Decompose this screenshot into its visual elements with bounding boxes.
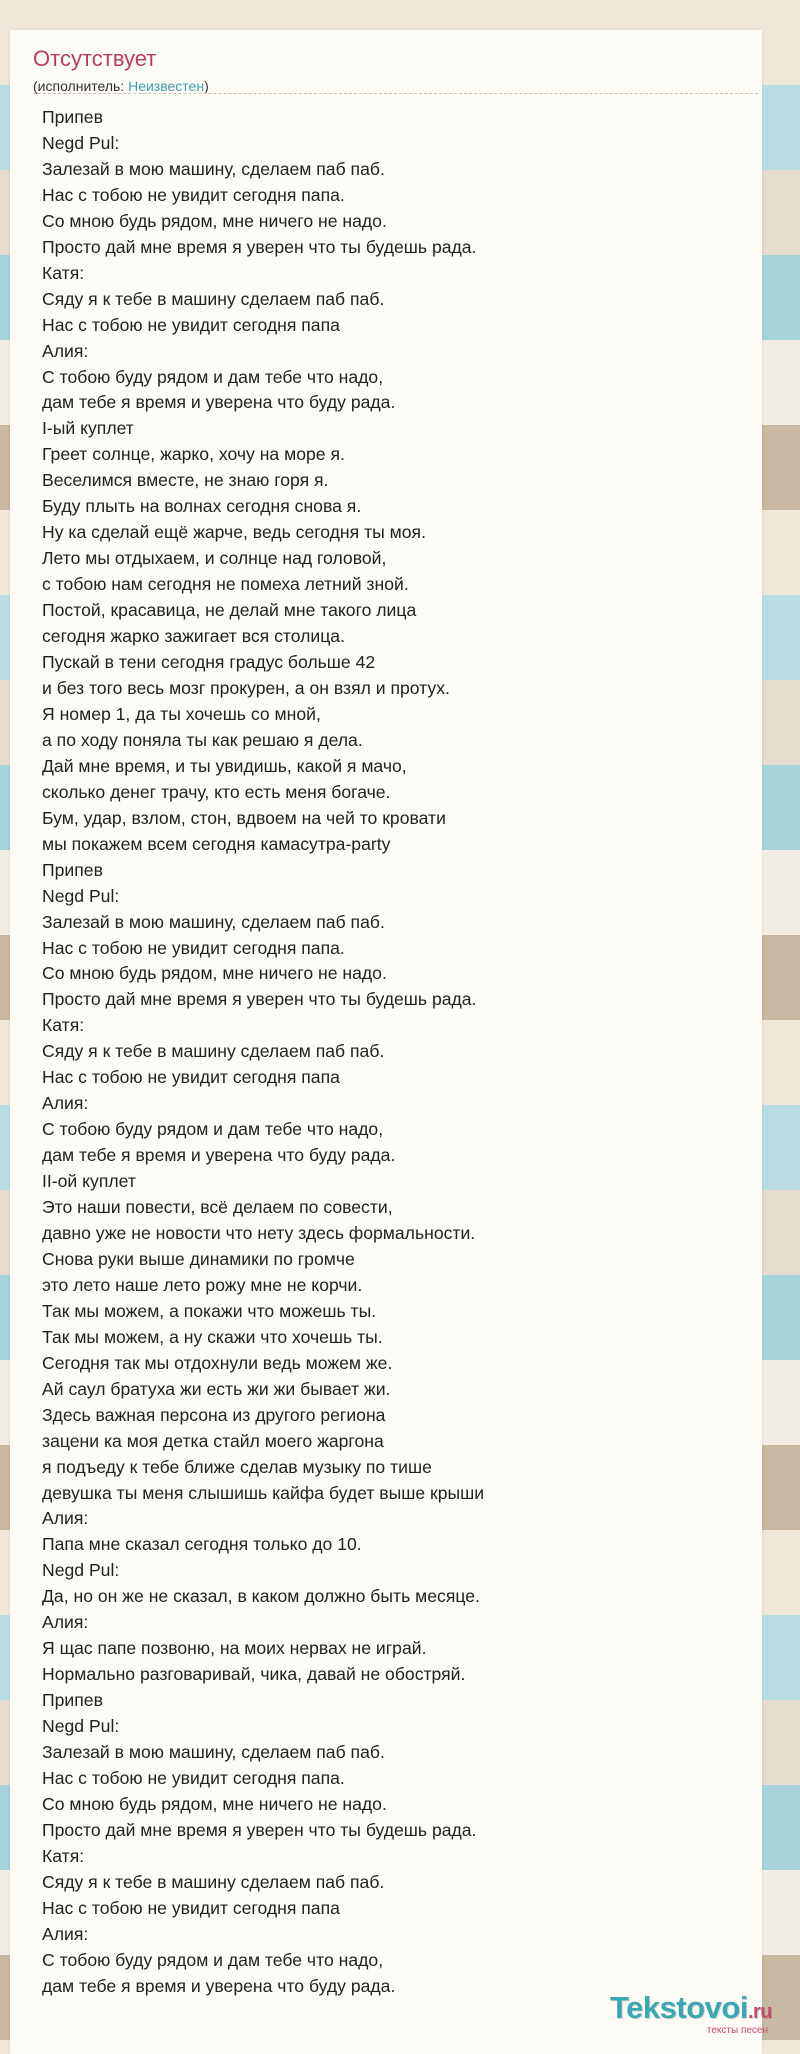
lyric-line: Negd Pul: (42, 1560, 120, 1581)
lyric-line: Так мы можем, а ну скажи что хочешь ты. (42, 1326, 383, 1347)
artist-line (33, 78, 758, 94)
header-divider (33, 93, 758, 94)
lyric-line: Со мною будь рядом, мне ничего не надо. (42, 210, 387, 231)
lyric-line: Бум, удар, взлом, стон, вдвоем на чей то кровати (42, 807, 446, 828)
lyric-line: Постой, красавица, не делай мне такого лица (42, 600, 417, 621)
lyric-line: с тобою нам сегодня не помеха летний зной. (42, 574, 409, 595)
lyric-line: Ну ка сделай ещё жарче, ведь сегодня ты моя. (42, 522, 426, 543)
lyric-line: девушка ты меня слышишь кайфа будет выше крыши (42, 1482, 485, 1503)
lyric-line: С тобою буду рядом и дам тебе что надо, (42, 1949, 384, 1970)
site-logo[interactable] (610, 1990, 772, 2036)
logo-tld: .ru (747, 2001, 772, 2023)
song-header (33, 46, 758, 94)
lyric-line: Нас с тобою не увидит сегодня папа. (42, 1768, 345, 1788)
lyric-line: С тобою буду рядом и дам тебе что надо, (42, 1119, 384, 1140)
lyric-line: Снова руки выше динамики по громче (42, 1248, 355, 1269)
lyric-line: Алия: (42, 1093, 89, 1114)
lyric-line: а по ходу поняла ты как решаю я дела. (42, 729, 363, 750)
lyric-line: Сяду я к тебе в машину сделаем паб паб. (42, 288, 385, 309)
lyric-line: Нас с тобою не увидит сегодня папа (42, 1067, 340, 1088)
lyric-line: Катя: (42, 1845, 85, 1866)
lyric-line: это лето наше лето рожу мне не корчи. (42, 1274, 363, 1295)
lyric-line: II-ой куплет (42, 1171, 136, 1192)
lyric-line: Катя: (42, 1015, 85, 1036)
lyric-line: С тобою буду рядом и дам тебе что надо, (42, 366, 384, 387)
lyric-line: Дай мне время, и ты увидишь, какой я мачо, (42, 755, 407, 776)
lyric-line: Нас с тобою не увидит сегодня папа (42, 314, 340, 335)
lyric-line: Я щас папе позвоню, на моих нервах не играй. (42, 1638, 427, 1659)
lyric-line: Пускай в тени сегодня градус больше 42 (42, 652, 376, 673)
lyric-line: Да, но он же не сказал, в каком должно быть месяце. (42, 1586, 480, 1607)
lyric-line: Со мною будь рядом, мне ничего не надо. (42, 1793, 387, 1814)
lyric-line: мы покажем всем сегодня камасутра-party (42, 833, 391, 854)
song-title: Отсутствует (33, 46, 157, 71)
lyric-line: Negd Pul: (42, 1716, 120, 1737)
lyric-line: Алия: (42, 1923, 89, 1944)
lyric-line: дам тебе я время и уверена что буду рада. (42, 392, 396, 413)
lyric-line: Нормально разговаривай, чика, давай не обостряй. (42, 1664, 466, 1685)
lyric-line: Так мы можем, а покажи что можешь ты. (42, 1300, 377, 1321)
lyric-line: Залезай в мою машину, сделаем паб паб. (42, 1742, 385, 1763)
lyric-line: Катя: (42, 262, 85, 283)
artist-link[interactable]: Неизвестен (128, 78, 205, 94)
lyric-line: дам тебе я время и уверена что буду рада. (42, 1975, 396, 1996)
lyric-line: Залезай в мою машину, сделаем паб паб. (42, 911, 385, 932)
lyric-line: Со мною будь рядом, мне ничего не надо. (42, 963, 387, 984)
lyric-line: Веселимся вместе, не знаю горя я. (42, 470, 329, 491)
lyric-line: Припев (42, 1690, 103, 1711)
lyric-line: I-ый куплет (42, 418, 134, 439)
logo-main-text: Tekstovoi (610, 1990, 748, 2025)
lyric-line: Греет солнце, жарко, хочу на море я. (42, 444, 345, 465)
artist-suffix: ) (204, 78, 209, 94)
lyric-line: Просто дай мне время я уверен что ты будешь рада. (42, 236, 477, 257)
logo-subtitle: тексты песен (706, 2025, 768, 2036)
lyric-line: давно уже не новости что нету здесь формальности. (42, 1222, 476, 1243)
lyric-line: Сегодня так мы отдохнули ведь можем же. (42, 1352, 393, 1373)
lyric-line: Алия: (42, 340, 89, 361)
lyric-line: Нас с тобою не увидит сегодня папа. (42, 937, 345, 958)
lyric-line: и без того весь мозг прокурен, а он взял и протух. (42, 677, 450, 698)
logo-wordmark (610, 1990, 772, 2027)
lyric-line: Сяду я к тебе в машину сделаем паб паб. (42, 1871, 385, 1892)
lyric-line: Залезай в мою машину, сделаем паб паб. (42, 158, 385, 179)
lyric-line: Negd Pul: (42, 885, 120, 906)
lyric-line: Лето мы отдыхаем, и солнце над головой, (42, 548, 387, 569)
lyric-line: Я номер 1, да ты хочешь со мной, (42, 703, 321, 724)
lyric-line: зацени ка моя детка стайл моего жаргона (42, 1430, 384, 1451)
lyric-line: дам тебе я время и уверена что буду рада. (42, 1145, 396, 1166)
lyric-line: я подъеду к тебе ближе сделав музыку по тише (42, 1456, 432, 1477)
lyric-line: Папа мне сказал сегодня только до 10. (42, 1534, 362, 1555)
lyric-line: Алия: (42, 1612, 89, 1633)
lyric-line: Припев (42, 107, 103, 127)
lyric-line: Сяду я к тебе в машину сделаем паб паб. (42, 1041, 385, 1062)
lyric-line: Алия: (42, 1508, 89, 1529)
lyric-line: сколько денег трачу, кто есть меня богаче. (42, 781, 391, 802)
lyric-line: Буду плыть на волнах сегодня снова я. (42, 496, 362, 517)
lyric-line: Здесь важная персона из другого региона (42, 1404, 386, 1425)
artist-prefix: (исполнитель: (33, 78, 129, 94)
lyric-line: Просто дай мне время я уверен что ты будешь рада. (42, 989, 477, 1010)
lyric-line: Negd Pul: (42, 132, 120, 153)
lyric-line: Припев (42, 859, 103, 880)
lyric-line: Ай саул братуха жи есть жи жи бывает жи. (42, 1378, 391, 1399)
lyrics-text (42, 105, 762, 2000)
lyric-line: сегодня жарко зажигает вся столица. (42, 626, 345, 647)
lyric-line: Нас с тобою не увидит сегодня папа. (42, 184, 345, 205)
lyric-line: Это наши повести, всё делаем по совести, (42, 1197, 393, 1218)
lyric-line: Просто дай мне время я уверен что ты будешь рада. (42, 1819, 477, 1840)
lyric-line: Нас с тобою не увидит сегодня папа (42, 1897, 340, 1918)
